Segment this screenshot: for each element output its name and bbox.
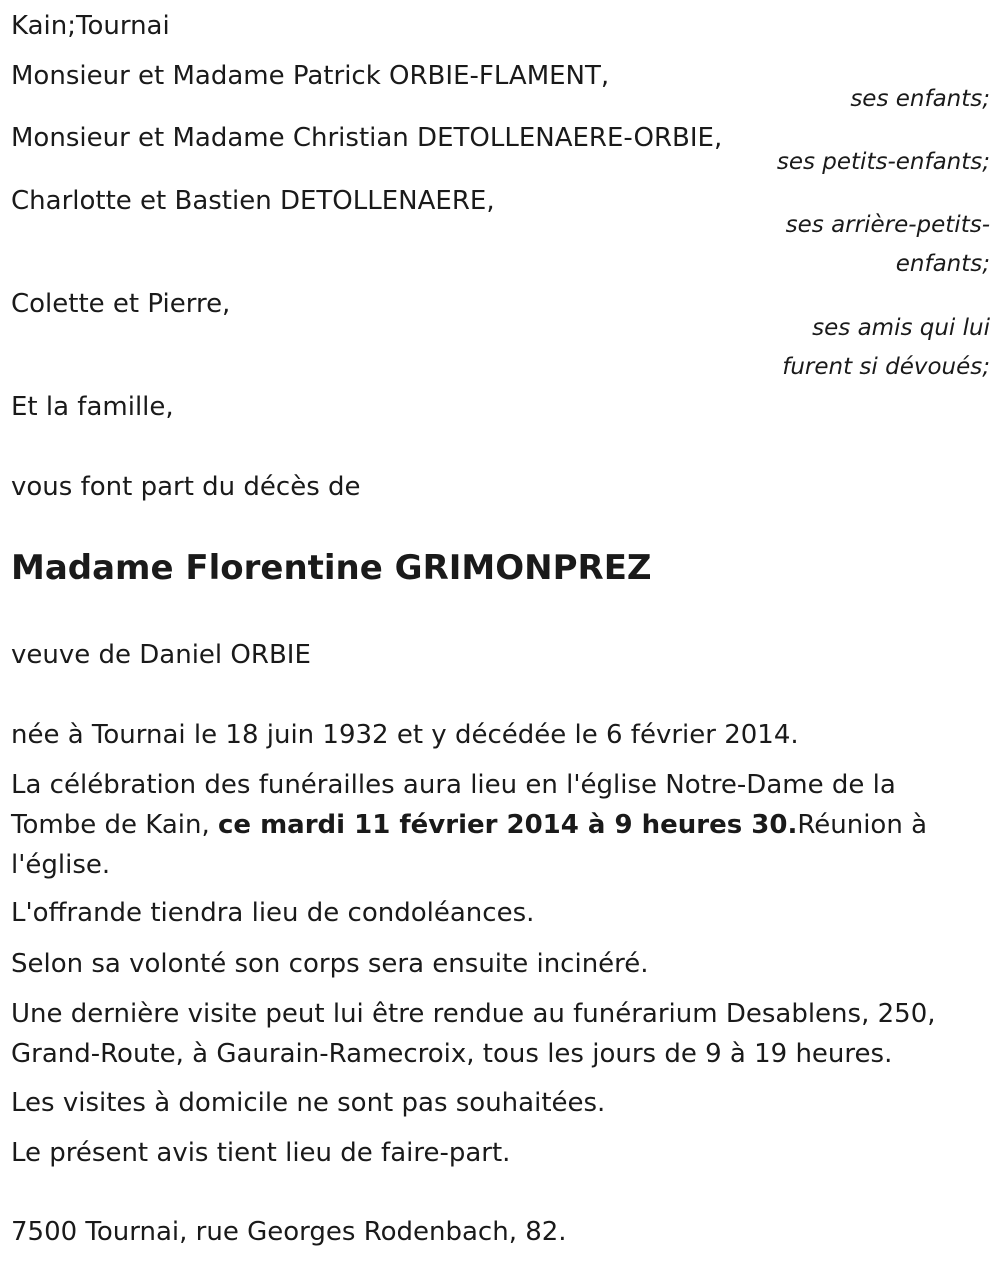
family-name-5: Et la famille,	[11, 392, 174, 422]
family-name-1: Monsieur et Madame Patrick ORBIE-FLAMENT,	[11, 61, 610, 91]
family-name-4: Colette et Pierre,	[11, 289, 231, 319]
address: 7500 Tournai, rue Georges Rodenbach, 82.	[11, 1217, 567, 1247]
family-relation-4b: furent si dévoués;	[782, 354, 990, 380]
location-line: Kain;Tournai	[11, 11, 170, 41]
note-notice: Le présent avis tient lieu de faire-part.	[11, 1138, 511, 1168]
announcement: vous font part du décès de	[11, 472, 361, 502]
note-home-visits: Les visites à domicile ne sont pas souhaitées.	[11, 1088, 606, 1118]
birth-death: née à Tournai le 18 juin 1932 et y décédée le 6 février 2014.	[11, 720, 799, 750]
family-name-2: Monsieur et Madame Christian DETOLLENAERE-ORBIE,	[11, 123, 723, 153]
family-relation-3a: ses arrière-petits-	[785, 212, 990, 238]
family-relation-3b: enfants;	[895, 251, 990, 277]
ceremony-text-before: La célébration des funérailles aura lieu en l'église Notre-Dame de la Tombe de Kain,	[11, 770, 896, 840]
note-visit: Une dernière visite peut lui être rendue au funérarium Desablens, 250, Grand-Route, à Gaurain-Ramecroix, tous les jours de 9 à 19 heures.	[11, 999, 936, 1069]
note-cremation: Selon sa volonté son corps sera ensuite incinéré.	[11, 949, 649, 979]
deceased-name: Madame Florentine GRIMONPREZ	[11, 548, 652, 588]
family-relation-2: ses petits-enfants;	[776, 149, 990, 175]
family-relation-1: ses enfants;	[850, 86, 990, 112]
family-relation-4a: ses amis qui lui	[812, 315, 990, 341]
ceremony-paragraph	[11, 765, 971, 885]
widow-of: veuve de Daniel ORBIE	[11, 640, 311, 670]
family-name-3: Charlotte et Bastien DETOLLENAERE,	[11, 186, 495, 216]
ceremony-date: ce mardi 11 février 2014 à 9 heures 30.	[217, 810, 798, 840]
note-offering: L'offrande tiendra lieu de condoléances.	[11, 898, 535, 928]
ceremony-text-after: Réunion à l'église.	[11, 810, 928, 880]
